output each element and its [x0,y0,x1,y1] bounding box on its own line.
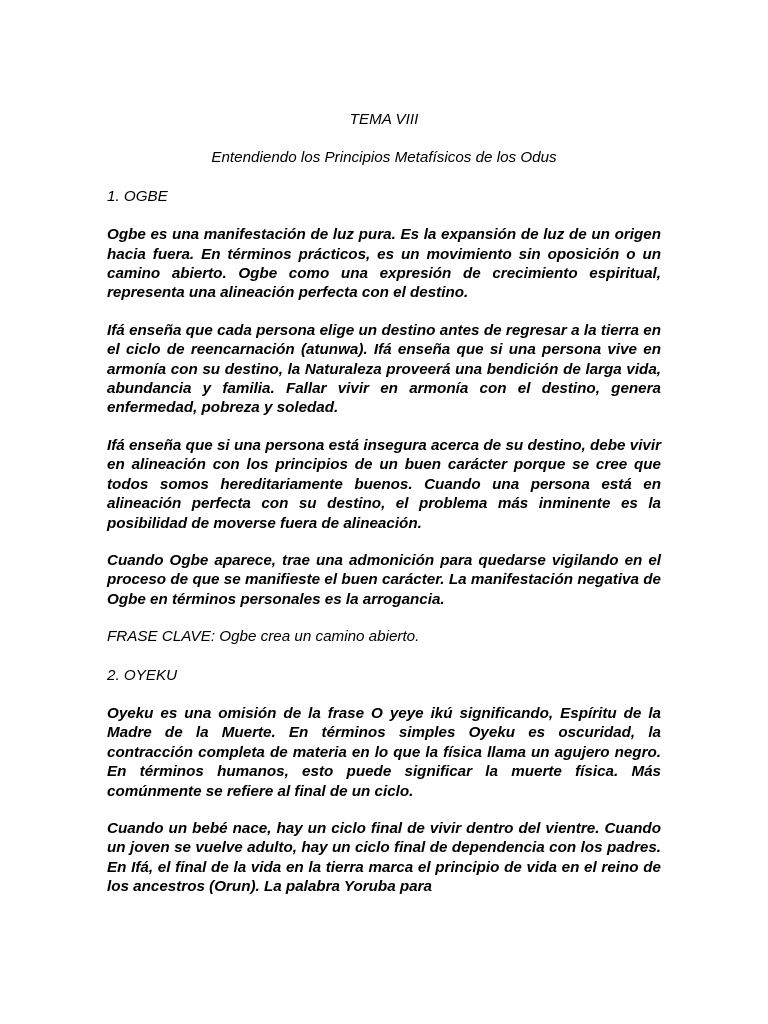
section-heading-ogbe: 1. OGBE [107,187,168,205]
document-page [107,110,661,915]
document-title: TEMA VIII [349,111,419,128]
paragraph: Cuando Ogbe aparece, trae una admonición para quedarse vigilando en el proceso de que se manifieste el buen carácter. La manifestación negativa de Ogbe en términos personales es la arrogancia. [107,551,661,608]
paragraph: Oyeku es una omisión de la frase O yeye ikú significando, Espíritu de la Madre de la Muerte. En términos simples Oyeku es oscuridad, la contracción completa de materia en lo que la física llama un agujero negro. En términos humanos, esto puede significar la muerte física. Más comúnmente se refiere al final de un ciclo. [107,704,661,800]
paragraph: Ogbe es una manifestación de luz pura. Es la expansión de luz de un origen hacia fuera. En términos prácticos, es un movimiento sin oposición o un camino abierto. Ogbe como una expresión de crecimiento espiritual, representa una alineación perfecta con el destino. [107,226,661,302]
section-heading-oyeku: 2. OYEKU [107,666,178,684]
paragraph: Ifá enseña que si una persona está insegura acerca de su destino, debe vivir en alineación con los principios de un buen carácter porque se cree que todos somos hereditariamente buenos. Cuando una persona está en alineación perfecta con su destino, el problema más inminente es la posibilidad de moverse fuera de alineación. [107,436,661,532]
paragraph: Ifá enseña que cada persona elige un destino antes de regresar a la tierra en el ciclo de reencarnación (atunwa). Ifá enseña que si una persona vive en armonía con su destino, la Naturaleza proveerá una bendición de larga vida, abundancia y familia. Fallar vivir en armonía con el destino, genera enfermedad, pobreza y soledad. [107,321,661,417]
document-subtitle: Entendiendo los Principios Metafísicos de los Odus [211,149,557,167]
paragraph: Cuando un bebé nace, hay un ciclo final de vivir dentro del vientre. Cuando un joven se vuelve adulto, hay un ciclo final de dependencia con los padres. En Ifá, el final de la vida en la tierra marca el principio de vida en el reino de los ancestros (Orun). La palabra Yoruba para [107,819,661,896]
key-phrase: FRASE CLAVE: Ogbe crea un camino abierto. [107,628,420,646]
